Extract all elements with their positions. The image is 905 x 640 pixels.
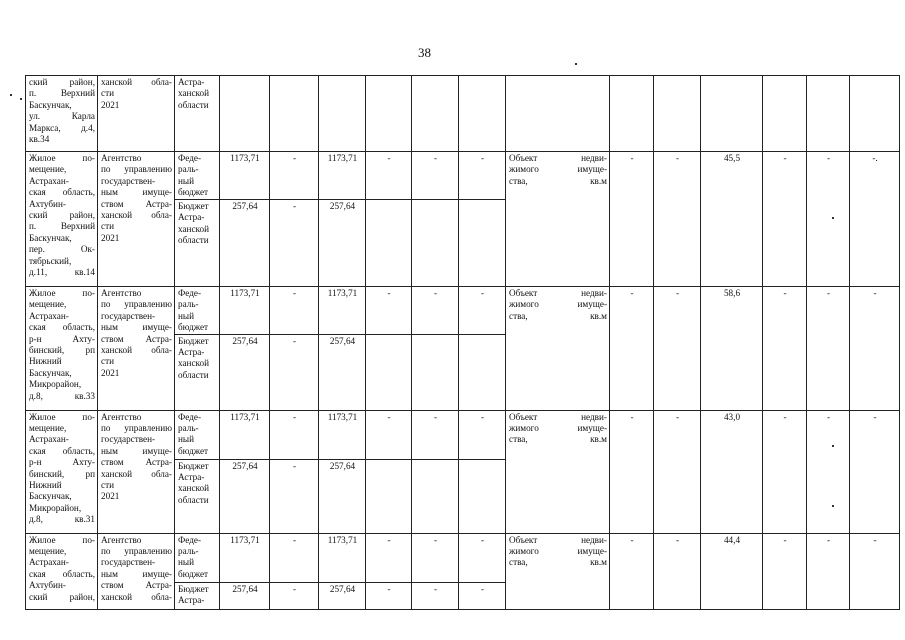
indicator-value-cell: 43,0 <box>701 410 763 533</box>
dash-cell: - <box>654 152 701 287</box>
dash-cell: - <box>807 152 850 287</box>
indicator-value-cell: 44,4 <box>701 533 763 609</box>
agency-cell: Агентство по управлению государствен- ным имуще- ством Астра- ханской обла- сти 2021 <box>98 287 175 411</box>
amount-cell: 257,64 <box>319 200 366 287</box>
budget-source-cell: Феде- раль- ный бюджет <box>175 152 220 200</box>
dash-cell: - <box>459 410 506 459</box>
empty-cell <box>366 459 412 533</box>
dash-cell: - <box>270 459 319 533</box>
dash-cell: - <box>270 410 319 459</box>
dash-cell: - <box>850 410 900 533</box>
dash-cell: - <box>459 533 506 582</box>
dash-cell: - <box>763 287 807 411</box>
amount-cell: 257,64 <box>220 459 270 533</box>
dash-cell: - <box>850 287 900 411</box>
dash-cell: - <box>366 287 412 335</box>
dash-cell: - <box>763 152 807 287</box>
dash-cell: - <box>412 533 459 582</box>
budget-source-cell: Бюджет Астра- ханской области <box>175 334 220 410</box>
empty-cell <box>459 334 506 410</box>
dash-cell: - <box>654 410 701 533</box>
empty-cell <box>654 76 701 152</box>
empty-cell <box>366 76 412 152</box>
dash-cell: - <box>610 287 654 411</box>
amount-cell: 257,64 <box>319 582 366 609</box>
amount-cell: 1173,71 <box>319 410 366 459</box>
dash-cell: - <box>807 287 850 411</box>
dash-cell: - <box>270 287 319 335</box>
dash-cell: - <box>366 582 412 609</box>
dash-cell: - <box>366 152 412 200</box>
dash-cell: - <box>654 533 701 609</box>
budget-table <box>25 75 900 610</box>
dash-cell: - <box>459 152 506 200</box>
empty-cell <box>412 459 459 533</box>
budget-source-cell: Бюджет Астра- ханской области <box>175 200 220 287</box>
address-cell: Жилое по- мещение, Астрахан- ская область, р-н Ахту- бинский, рп Нижний Баскунчак, Микрорайон, д.8, кв.31 <box>26 410 98 533</box>
dash-cell: - <box>366 410 412 459</box>
dash-cell: - <box>459 582 506 609</box>
empty-cell <box>412 334 459 410</box>
empty-cell <box>412 76 459 152</box>
indicator-value-cell: 45,5 <box>701 152 763 287</box>
dash-cell: - <box>270 533 319 582</box>
dash-cell: - <box>610 410 654 533</box>
agency-cell: Агентство по управлению государствен- ным имуще- ством Астра- ханской обла- сти 2021 <box>98 410 175 533</box>
table-row <box>26 410 900 459</box>
dash-cell: - <box>366 533 412 582</box>
budget-source-cell: Астра- ханской области <box>175 76 220 152</box>
scan-speck <box>575 63 577 65</box>
amount-cell: 257,64 <box>220 334 270 410</box>
scan-speck <box>832 217 834 219</box>
empty-cell <box>220 76 270 152</box>
dash-cell: - <box>412 410 459 459</box>
table-row <box>26 287 900 335</box>
budget-source-cell: Бюджет Астра- ханской области <box>175 459 220 533</box>
table-row <box>26 76 900 152</box>
dash-cell: - <box>270 152 319 200</box>
amount-cell: 257,64 <box>319 334 366 410</box>
dash-cell: - <box>270 334 319 410</box>
address-cell: Жилое по- мещение, Астрахан- ская область, Ахтубин- ский район, п. Верхний Баскунчак, пер. Ок- тябрьский, д.11, кв.14 <box>26 152 98 287</box>
budget-source-cell: Феде- раль- ный бюджет <box>175 410 220 459</box>
empty-cell <box>270 76 319 152</box>
indicator-name-cell: Объект недви- жимого имуще- ства, кв.м <box>506 533 610 609</box>
dash-cell: - <box>412 287 459 335</box>
dash-cell: - <box>610 533 654 609</box>
address-cell: Жилое по- мещение, Астрахан- ская область, Ахтубин- ский район, <box>26 533 98 609</box>
amount-cell: 1173,71 <box>319 152 366 200</box>
address-cell: ский район, п. Верхний Баскунчак, ул. Карла Маркса, д.4, кв.34 <box>26 76 98 152</box>
scan-speck <box>20 98 22 100</box>
empty-cell <box>506 76 610 152</box>
dash-cell: - <box>610 152 654 287</box>
amount-cell: 1173,71 <box>319 533 366 582</box>
dash-cell: - <box>763 410 807 533</box>
table-row <box>26 152 900 200</box>
indicator-name-cell: Объект недви- жимого имуще- ства, кв.м <box>506 152 610 287</box>
empty-cell <box>366 200 412 287</box>
empty-cell <box>459 459 506 533</box>
amount-cell: 1173,71 <box>220 410 270 459</box>
empty-cell <box>459 200 506 287</box>
budget-source-cell: Феде- раль- ный бюджет <box>175 287 220 335</box>
dash-cell: - <box>270 582 319 609</box>
dash-cell: - <box>654 287 701 411</box>
scan-speck <box>10 94 12 96</box>
agency-cell: Агентство по управлению государствен- ным имуще- ством Астра- ханской обла- <box>98 533 175 609</box>
dash-cell: - <box>412 582 459 609</box>
amount-cell: 1173,71 <box>220 533 270 582</box>
amount-cell: 257,64 <box>319 459 366 533</box>
indicator-value-cell: 58,6 <box>701 287 763 411</box>
empty-cell <box>412 200 459 287</box>
dash-cell: - <box>763 533 807 609</box>
amount-cell: 257,64 <box>220 582 270 609</box>
empty-cell <box>366 334 412 410</box>
amount-cell: 257,64 <box>220 200 270 287</box>
budget-source-cell: Феде- раль- ный бюджет <box>175 533 220 582</box>
empty-cell <box>850 76 900 152</box>
amount-cell: 1173,71 <box>220 152 270 200</box>
indicator-name-cell: Объект недви- жимого имуще- ства, кв.м <box>506 287 610 411</box>
scan-speck <box>832 505 834 507</box>
table-row <box>26 533 900 582</box>
dash-cell: -. <box>850 152 900 287</box>
dash-cell: - <box>807 410 850 533</box>
empty-cell <box>319 76 366 152</box>
dash-cell: - <box>807 533 850 609</box>
scan-speck <box>832 445 834 447</box>
budget-source-cell: Бюджет Астра- <box>175 582 220 609</box>
empty-cell <box>459 76 506 152</box>
address-cell: Жилое по- мещение, Астрахан- ская область, р-н Ахту- бинский, рп Нижний Баскунчак, Микрорайон, д.8, кв.33 <box>26 287 98 411</box>
agency-cell: Агентство по управлению государствен- ным имуще- ством Астра- ханской обла- сти 2021 <box>98 152 175 287</box>
amount-cell: 1173,71 <box>220 287 270 335</box>
empty-cell <box>763 76 807 152</box>
empty-cell <box>610 76 654 152</box>
dash-cell: - <box>459 287 506 335</box>
agency-cell: ханской обла- сти 2021 <box>98 76 175 152</box>
indicator-name-cell: Объект недви- жимого имуще- ства, кв.м <box>506 410 610 533</box>
empty-cell <box>701 76 763 152</box>
empty-cell <box>807 76 850 152</box>
dash-cell: - <box>850 533 900 609</box>
dash-cell: - <box>412 152 459 200</box>
amount-cell: 1173,71 <box>319 287 366 335</box>
page-number: 38 <box>418 45 431 60</box>
dash-cell: - <box>270 200 319 287</box>
